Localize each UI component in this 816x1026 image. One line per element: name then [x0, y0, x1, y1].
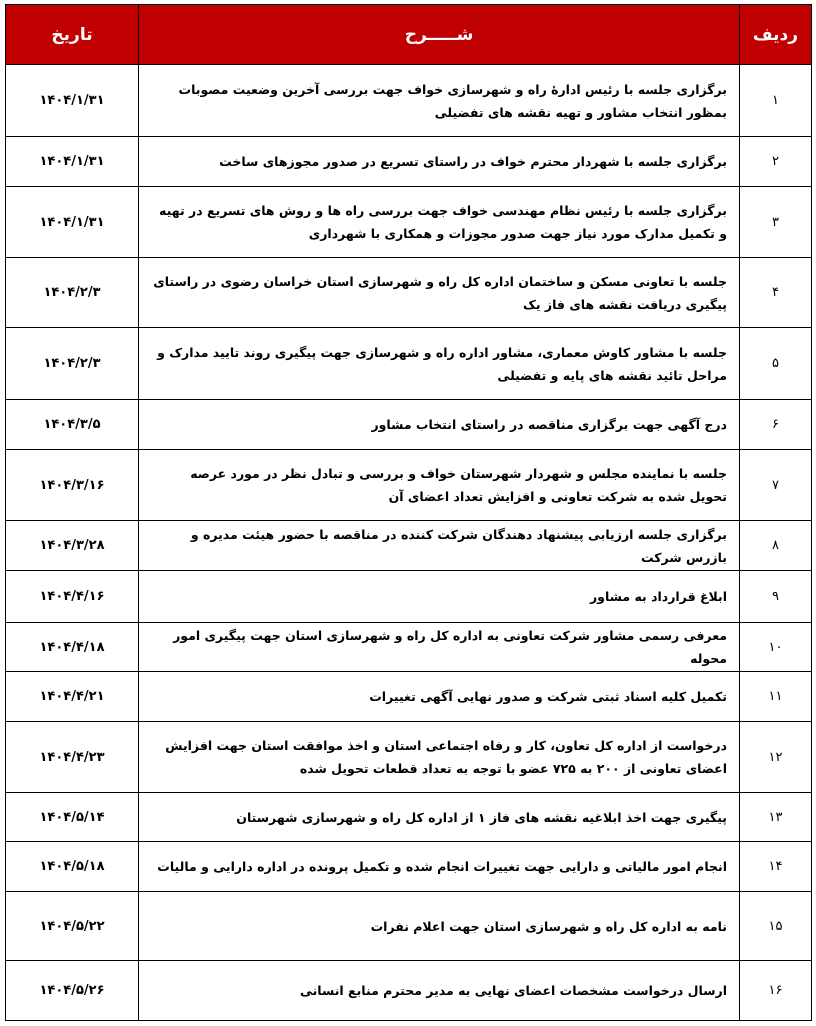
- row-description: برگزاری جلسه با شهردار محترم خواف در راستای تسریع در صدور مجوزهای ساخت: [139, 137, 740, 187]
- row-date: ۱۴۰۴/۱/۳۱: [6, 65, 139, 137]
- table-header-row: [6, 5, 812, 65]
- row-date: ۱۴۰۴/۳/۵: [6, 400, 139, 450]
- row-description: برگزاری جلسه با رئیس ادارهٔ راه و شهرسازی خواف جهت بررسی آخرین وضعیت مصوبات بمظور انتخاب مشاور و تهیه نقشه های تفضیلی: [139, 65, 740, 137]
- row-date: ۱۴۰۴/۳/۲۸: [6, 521, 139, 571]
- row-date: ۱۴۰۴/۱/۳۱: [6, 187, 139, 258]
- row-number: ۱۶: [740, 961, 812, 1021]
- table-row: [6, 892, 812, 961]
- row-number: ۱۱: [740, 672, 812, 722]
- row-description: ارسال درخواست مشخصات اعضای نهایی به مدیر محترم منابع انسانی: [139, 961, 740, 1021]
- table-row: [6, 571, 812, 623]
- row-description: برگزاری جلسه ارزیابی پیشنهاد دهندگان شرکت کننده در مناقصه با حضور هیئت مدیره و بازرس شرکت: [139, 521, 740, 571]
- header-row-no: ردیف: [740, 5, 812, 65]
- table-row: [6, 623, 812, 672]
- table-row: [6, 842, 812, 892]
- row-description: نامه به اداره کل راه و شهرسازی استان جهت اعلام نفرات: [139, 892, 740, 961]
- row-number: ۱۲: [740, 722, 812, 793]
- table-row: [6, 328, 812, 400]
- row-date: ۱۴۰۴/۵/۱۴: [6, 793, 139, 842]
- row-description: تکمیل کلیه اسناد ثبتی شرکت و صدور نهایی آگهی تغییرات: [139, 672, 740, 722]
- row-description: جلسه با تعاونی مسکن و ساختمان اداره کل راه و شهرسازی استان خراسان رضوی در راستای پیگیری دریافت نقشه های فاز یک: [139, 258, 740, 328]
- document-page: [5, 4, 811, 1021]
- table-row: [6, 258, 812, 328]
- table-row: [6, 450, 812, 521]
- row-number: ۴: [740, 258, 812, 328]
- row-date: ۱۴۰۴/۴/۲۱: [6, 672, 139, 722]
- row-number: ۲: [740, 137, 812, 187]
- table-row: [6, 722, 812, 793]
- row-date: ۱۴۰۴/۲/۳: [6, 328, 139, 400]
- row-description: درج آگهی جهت برگزاری مناقصه در راستای انتخاب مشاور: [139, 400, 740, 450]
- table-row: [6, 793, 812, 842]
- table-row: [6, 400, 812, 450]
- row-description: معرفی رسمی مشاور شرکت تعاونی به اداره کل راه و شهرسازی استان جهت پیگیری امور محوله: [139, 623, 740, 672]
- row-date: ۱۴۰۴/۴/۲۳: [6, 722, 139, 793]
- header-description: شـــــرح: [139, 5, 740, 65]
- table-row: [6, 137, 812, 187]
- row-date: ۱۴۰۴/۴/۱۸: [6, 623, 139, 672]
- row-number: ۵: [740, 328, 812, 400]
- row-date: ۱۴۰۴/۵/۲۶: [6, 961, 139, 1021]
- table-row: [6, 672, 812, 722]
- row-number: ۳: [740, 187, 812, 258]
- row-date: ۱۴۰۴/۲/۳: [6, 258, 139, 328]
- table-row: [6, 187, 812, 258]
- row-description: درخواست از اداره کل تعاون، کار و رفاه اجتماعی استان و اخذ موافقت استان جهت افزایش اعضای تعاونی از ۲۰۰ به ۷۲۵ عضو با توجه به تعداد قطعات تحویل شده: [139, 722, 740, 793]
- row-number: ۷: [740, 450, 812, 521]
- activity-table: [5, 4, 812, 1021]
- row-number: ۱۰: [740, 623, 812, 672]
- row-date: ۱۴۰۴/۴/۱۶: [6, 571, 139, 623]
- row-date: ۱۴۰۴/۱/۳۱: [6, 137, 139, 187]
- row-number: ۱۵: [740, 892, 812, 961]
- header-date: تاریخ: [6, 5, 139, 65]
- row-description: برگزاری جلسه با رئیس نظام مهندسی خواف جهت بررسی راه ها و روش های تسریع در تهیه و تکمیل مدارک مورد نیاز جهت صدور مجوزات و همکاری با شهرداری: [139, 187, 740, 258]
- row-date: ۱۴۰۴/۵/۲۲: [6, 892, 139, 961]
- row-description: پیگیری جهت اخذ ابلاغیه نقشه های فاز ۱ از اداره کل راه و شهرسازی شهرستان: [139, 793, 740, 842]
- row-description: جلسه با مشاور کاوش معماری، مشاور اداره راه و شهرسازی جهت پیگیری روند تایید مدارک و مراحل تائید نقشه های پایه و تفضیلی: [139, 328, 740, 400]
- table-row: [6, 65, 812, 137]
- row-number: ۶: [740, 400, 812, 450]
- table-row: [6, 521, 812, 571]
- row-description: انجام امور مالیاتی و دارایی جهت تغییرات انجام شده و تکمیل پرونده در اداره دارایی و مالیات: [139, 842, 740, 892]
- row-date: ۱۴۰۴/۳/۱۶: [6, 450, 139, 521]
- row-date: ۱۴۰۴/۵/۱۸: [6, 842, 139, 892]
- row-number: ۱: [740, 65, 812, 137]
- table-row: [6, 961, 812, 1021]
- row-number: ۱۳: [740, 793, 812, 842]
- row-number: ۹: [740, 571, 812, 623]
- row-description: ابلاغ قرارداد به مشاور: [139, 571, 740, 623]
- row-description: جلسه با نماینده مجلس و شهردار شهرستان خواف و بررسی و تبادل نظر در مورد عرصه تحویل شده به شرکت تعاونی و افزایش تعداد اعضای آن: [139, 450, 740, 521]
- row-number: ۱۴: [740, 842, 812, 892]
- row-number: ۸: [740, 521, 812, 571]
